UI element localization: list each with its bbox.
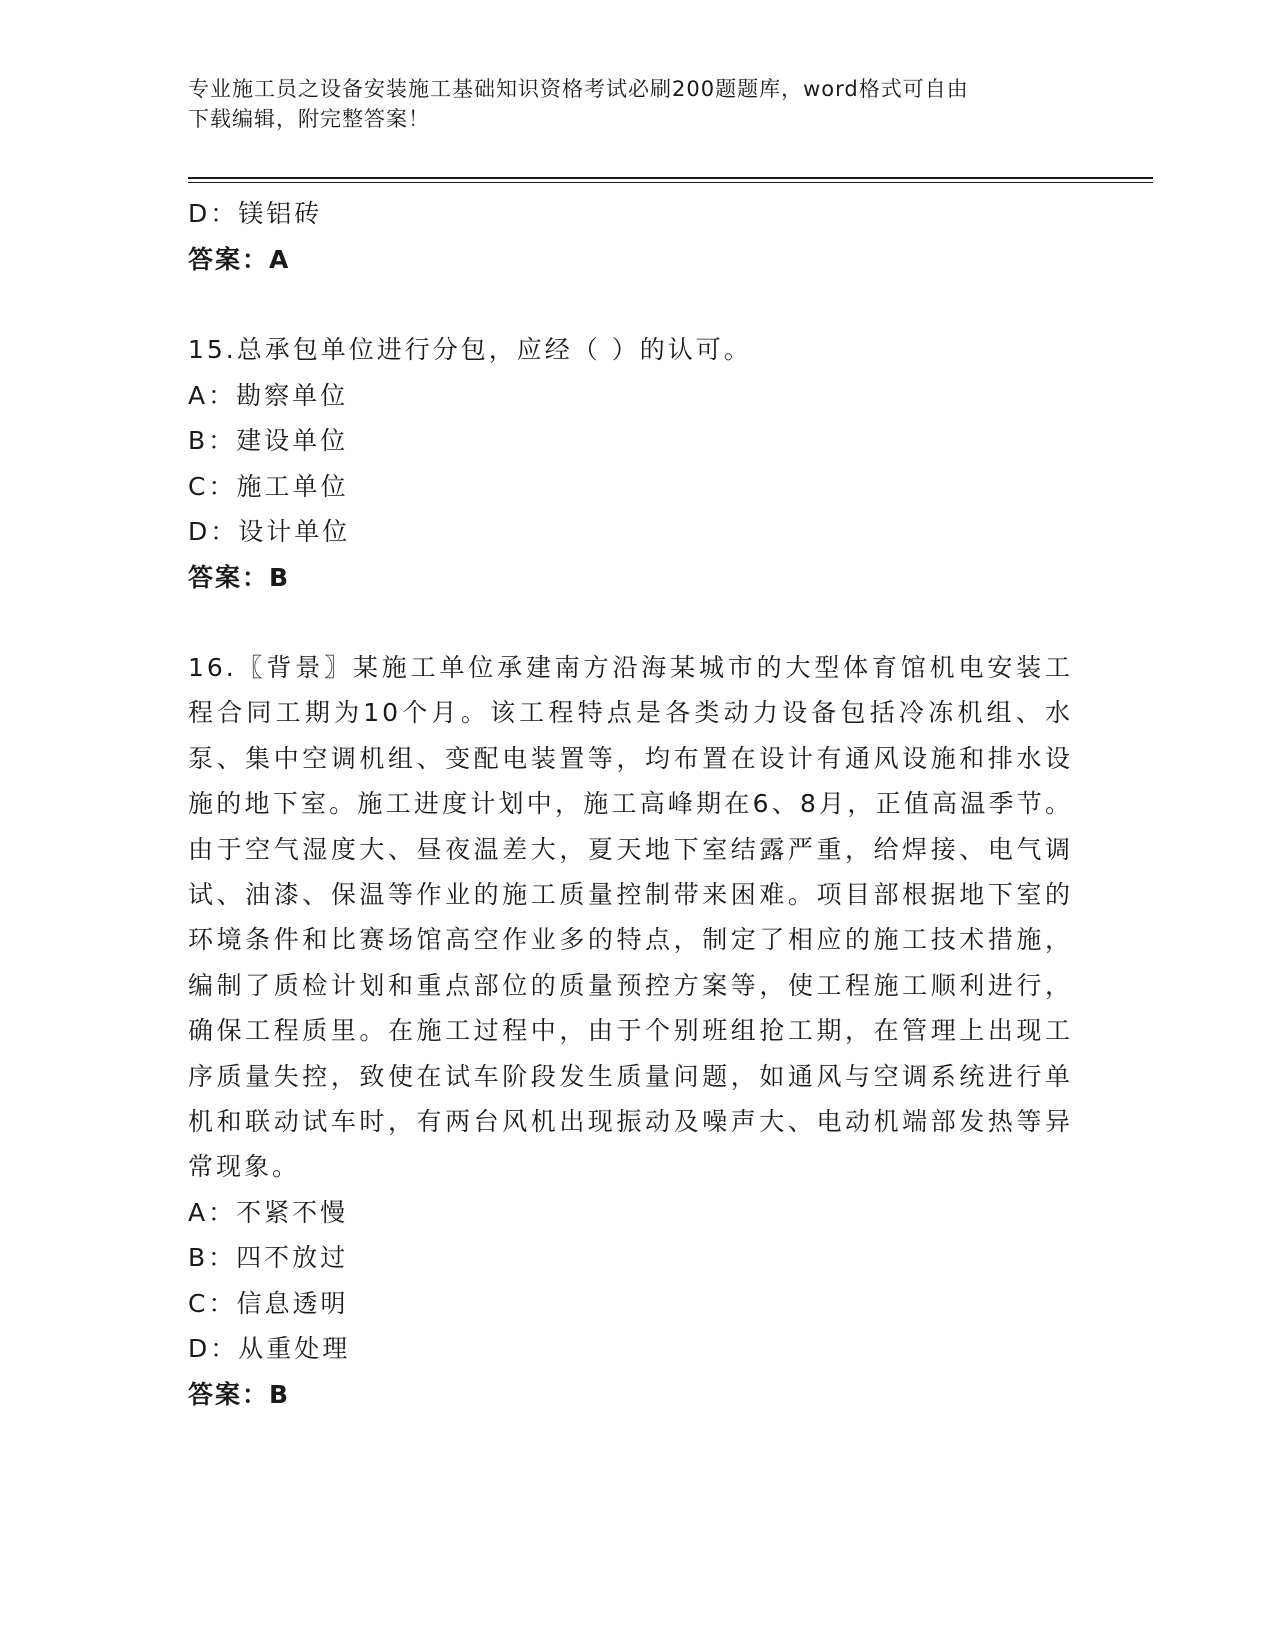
q16-option-b: B：四不放过 <box>188 1243 349 1273</box>
header-title-line-2: 下载编辑，附完整答案！ <box>188 107 430 131</box>
q16-option-a: A：不紧不慢 <box>188 1197 349 1227</box>
header-title-line-1: 专业施工员之设备安装施工基础知识资格考试必刷200题题库，word格式可自由 <box>188 77 969 101</box>
q15-answer: 答案：B <box>188 562 291 592</box>
q16-option-c: C：信息透明 <box>188 1288 349 1318</box>
q14-option-d: D：镁铝砖 <box>188 199 323 228</box>
q16-option-d: D：从重处理 <box>188 1334 351 1364</box>
page-header <box>188 74 1088 134</box>
q15-option-c: C：施工单位 <box>188 471 349 501</box>
q16-question: 16.〖背景〗某施工单位承建南方沿海某城市的大型体育馆机电安装工程合同工期为10个月。该工程特点是各类动力设备包括冷冻机组、水泵、集中空调机组、变配电装置等，均布置在设计有通风设施和排水设施的地下室。施工进度计划中，施工高峰期在6、8月，正值高温季节。由于空气湿度大、昼夜温差大，夏天地下室结露严重，给焊接、电气调试、油漆、保温等作业的施工质量控制带来困难。项目部根据地下室的环境条件和比赛场馆高空作业多的特点，制定了相应的施工技术措施，编制了质检计划和重点部位的质量预控方案等，使工程施工顺利进行，确保工程质里。在施工过程中，由于个别班组抢工期，在管理上出现工序质量失控，致使在试车阶段发生质量问题，如通风与空调系统进行单机和联动试车时，有两台风机出现振动及噪声大、电动机端部发热等异常现象。 <box>188 653 1073 1182</box>
q15-option-b: B：建设单位 <box>188 426 349 455</box>
spacer <box>188 282 1088 327</box>
q16-answer: 答案：B <box>188 1379 291 1409</box>
document-body <box>188 191 1088 1417</box>
header-rule-thin <box>188 182 1153 183</box>
q15-option-d: D：设计单位 <box>188 517 351 546</box>
q14-answer: 答案：A <box>188 244 291 274</box>
header-rule-thick <box>188 177 1153 179</box>
q15-option-a: A：勘察单位 <box>188 380 349 410</box>
spacer <box>188 600 1088 645</box>
q15-question: 15.总承包单位进行分包，应经（ ）的认可。 <box>188 335 752 364</box>
